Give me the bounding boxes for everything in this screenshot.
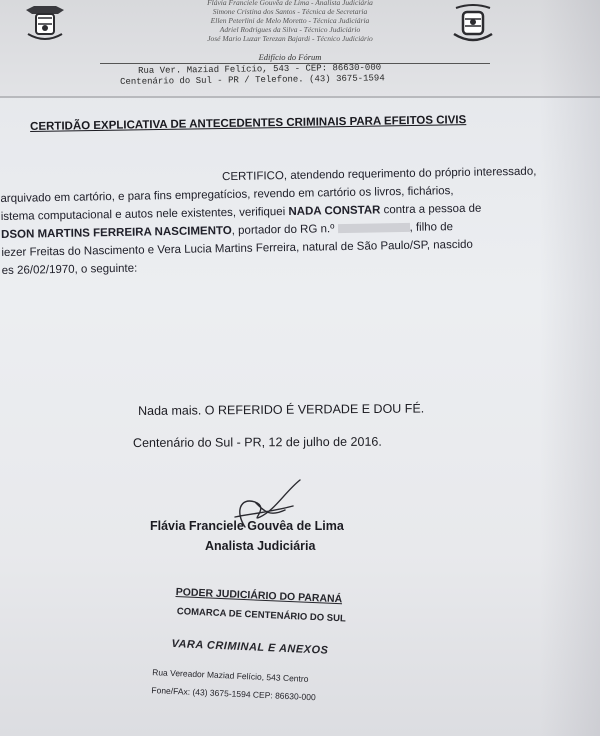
- body-text: contra a pessoa de: [380, 202, 482, 217]
- stamp-line: VARA CRIMINAL E ANEXOS: [171, 637, 329, 657]
- address-line: Centenário do Sul - PR / Telefone. (43) 3675-1594: [120, 73, 385, 87]
- letterhead: [0, 0, 600, 98]
- body-line: iezer Freitas do Nascimento e Vera Lucia Martins Ferreira, natural de São Paulo/SP, nascido: [1, 238, 473, 259]
- stamp-line: PODER JUDICIÁRIO DO PARANÁ: [175, 586, 343, 606]
- body-line: es 26/02/1970, o seguinte:: [1, 262, 138, 277]
- body-line: arquivado em cartório, e para fins empregatícios, revendo em cartório os livros, fichários,: [0, 185, 454, 205]
- signer-name: Flávia Franciele Gouvêa de Lima: [150, 519, 344, 533]
- document-title: CERTIDÃO EXPLICATIVA DE ANTECEDENTES CRIMINAIS PARA EFEITOS CIVIS: [30, 114, 467, 133]
- staff-line: José Mario Luzar Terezan Bajardi - Técnico Judiciário: [207, 34, 373, 43]
- body-text: , portador do RG n.º: [231, 223, 338, 237]
- staff-line: Adriel Rodrigues da Silva - Técnico Judiciário: [219, 25, 361, 34]
- address-line: Rua Ver. Maziad Felício, 543 - CEP: 86630-000: [138, 62, 382, 76]
- nada-constar-text: NADA CONSTAR: [288, 204, 381, 218]
- body-line: CERTIFICO, atendendo requerimento do próprio interessado,: [222, 165, 537, 184]
- place-and-date: Centenário do Sul - PR, 12 de julho de 2016.: [133, 434, 382, 450]
- body-text: , filho de: [409, 221, 454, 234]
- person-name: DSON MARTINS FERREIRA NASCIMENTO: [0, 224, 232, 241]
- redacted-rg-number: [337, 223, 409, 233]
- staff-line: Flávia Franciele Gouvêa de Lima - Analista Judiciária: [207, 0, 373, 7]
- body-text: istema computacional e autos nele existentes, verifiquei: [0, 205, 289, 223]
- closing-statement: Nada mais. O REFERIDO É VERDADE E DOU FÉ.: [138, 401, 425, 418]
- stamp-line: Rua Vereador Maziad Felício, 543 Centro: [151, 667, 309, 684]
- stamp-line: COMARCA DE CENTENÁRIO DO SUL: [176, 606, 347, 625]
- staff-line: Simone Cristina dos Santos - Técnica de Secretaria: [212, 7, 368, 16]
- coat-of-arms-icon: [450, 4, 496, 44]
- stamp-line: Fone/FAx: (43) 3675-1594 CEP: 86630-000: [151, 685, 316, 703]
- court-stamp: [146, 585, 392, 735]
- staff-line: Ellen Peterlini de Melo Moretto - Técnica Judiciária: [210, 16, 370, 25]
- staff-list: [160, 0, 420, 43]
- coat-of-arms-icon: [22, 4, 68, 44]
- signer-role: Analista Judiciária: [205, 539, 316, 553]
- page-shadow: [540, 0, 600, 736]
- certificate-body: [0, 162, 600, 280]
- forum-title: Edifício do Fórum: [258, 52, 322, 62]
